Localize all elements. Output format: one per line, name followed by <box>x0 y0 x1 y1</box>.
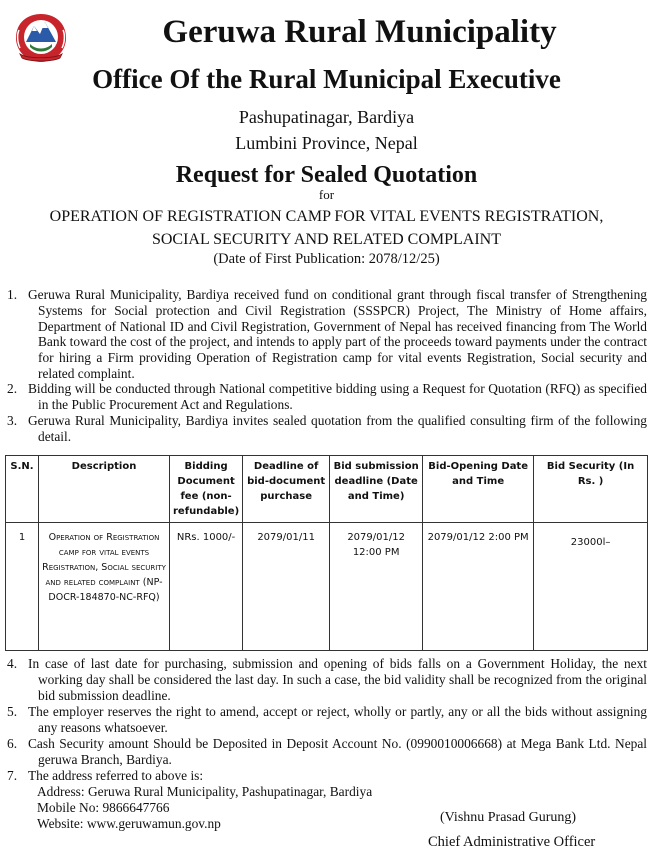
paragraph-1 <box>7 287 647 382</box>
header-sn: S.N. <box>6 456 39 523</box>
header-deadline: Deadline of bid-document purchase <box>243 456 330 523</box>
paragraph-number: 4. <box>7 656 18 671</box>
mobile-number: Mobile No: 9866647766 <box>37 800 170 815</box>
cell-fee: NRs. 1000/- <box>170 523 243 651</box>
table-row <box>6 523 648 651</box>
cell-opening: 2079/01/12 2:00 PM <box>423 523 534 651</box>
cell-deadline: 2079/01/11 <box>243 523 330 651</box>
paragraph-number: 7. <box>7 768 18 783</box>
header-description: Description <box>39 456 170 523</box>
signatory-name: (Vishnu Prasad Gurung) <box>440 810 577 825</box>
cell-submission: 2079/01/12 12:00 PM <box>330 523 423 651</box>
paragraph-7 <box>7 768 647 784</box>
subject-line-1: OPERATION OF REGISTRATION CAMP FOR VITAL EVENTS REGISTRATION, <box>49 208 604 225</box>
paragraph-number: 3. <box>7 413 18 428</box>
paragraph-3 <box>7 413 647 445</box>
subject-line-2: SOCIAL SECURITY AND RELATED COMPLAINT <box>151 231 502 248</box>
paragraph-4 <box>7 656 647 703</box>
paragraph-number: 1. <box>7 287 18 302</box>
for-label: for <box>318 187 335 202</box>
address-line-2: Lumbini Province, Nepal <box>235 133 418 153</box>
description-ref: (NP-DOCR-184870-NC-RFQ) <box>48 577 163 603</box>
paragraph-2 <box>7 381 647 413</box>
paragraph-number: 5. <box>7 704 18 719</box>
paragraph-text: The employer reserves the right to amend, accept or reject, wholly or partly, any or all the bids without assigning any reasons whatsoever. <box>28 704 647 735</box>
paragraph-number: 2. <box>7 381 18 396</box>
header-fee: Bidding Document fee (non-refundable) <box>170 456 243 523</box>
municipality-title: Geruwa Rural Municipality <box>162 14 557 50</box>
paragraph-text: Geruwa Rural Municipality, Bardiya invites sealed quotation from the qualified consulting firm of the following detail. <box>28 413 647 444</box>
header-opening: Bid-Opening Date and Time <box>423 456 534 523</box>
cell-security: 23000l– <box>534 523 648 651</box>
cell-description <box>39 523 170 651</box>
cell-sn: 1 <box>6 523 39 651</box>
paragraph-text: Bidding will be conducted through National competitive bidding using a Request for Quotation (RFQ) as specified in the Public Procurement Act and Regulations. <box>28 381 647 412</box>
signatory-title: Chief Administrative Officer <box>428 834 596 850</box>
bid-details-table <box>5 455 648 651</box>
notice-title: Request for Sealed Quotation <box>175 162 478 188</box>
paragraph-text: The address referred to above is: <box>28 768 204 783</box>
paragraph-number: 6. <box>7 736 18 751</box>
header-submission: Bid submission deadline (Date and Time) <box>330 456 423 523</box>
publication-date: (Date of First Publication: 2078/12/25) <box>213 251 440 267</box>
paragraph-text: In case of last date for purchasing, submission and opening of bids falls on a Government Holiday, the next working day shall be considered the last day. In such a case, the bid validity shall be recognized from the original bid submission deadline. <box>28 656 647 703</box>
paragraph-5 <box>7 704 647 736</box>
table-header-row <box>6 456 648 523</box>
office-title: Office Of the Rural Municipal Executive <box>92 64 561 94</box>
header-security: Bid Security (In Rs. ) <box>534 456 648 523</box>
description-text: Operation of Registration camp for vital events Registration, Social security and related complaint <box>42 532 166 588</box>
paragraph-6 <box>7 736 647 768</box>
paragraph-text: Geruwa Rural Municipality, Bardiya received fund on conditional grant through fiscal transfer of Strengthening Systems for Social protection and Civil Registration (SSSPCR) Project, The Ministry of Home affairs, Department of National ID and Civil Registration, Government of Nepal has received financing from The World Bank toward the cost of the project, and intends to apply part of the proceeds toward payments under the contract for hiring a Firm providing Operation of Registration camp for vital events Registration, Social security and related complaint. <box>28 287 647 381</box>
website-link[interactable]: Website: www.geruwamun.gov.np <box>37 816 221 831</box>
paragraph-text: Cash Security amount Should be Deposited in Deposit Account No. (0990010006668) at Mega Bank Ltd. Nepal geruwa Branch, Bardiya. <box>28 736 647 767</box>
address-detail: Address: Geruwa Rural Municipality, Pashupatinagar, Bardiya <box>37 784 373 799</box>
address-line-1: Pashupatinagar, Bardiya <box>238 107 415 127</box>
nepal-emblem-icon <box>14 12 68 64</box>
